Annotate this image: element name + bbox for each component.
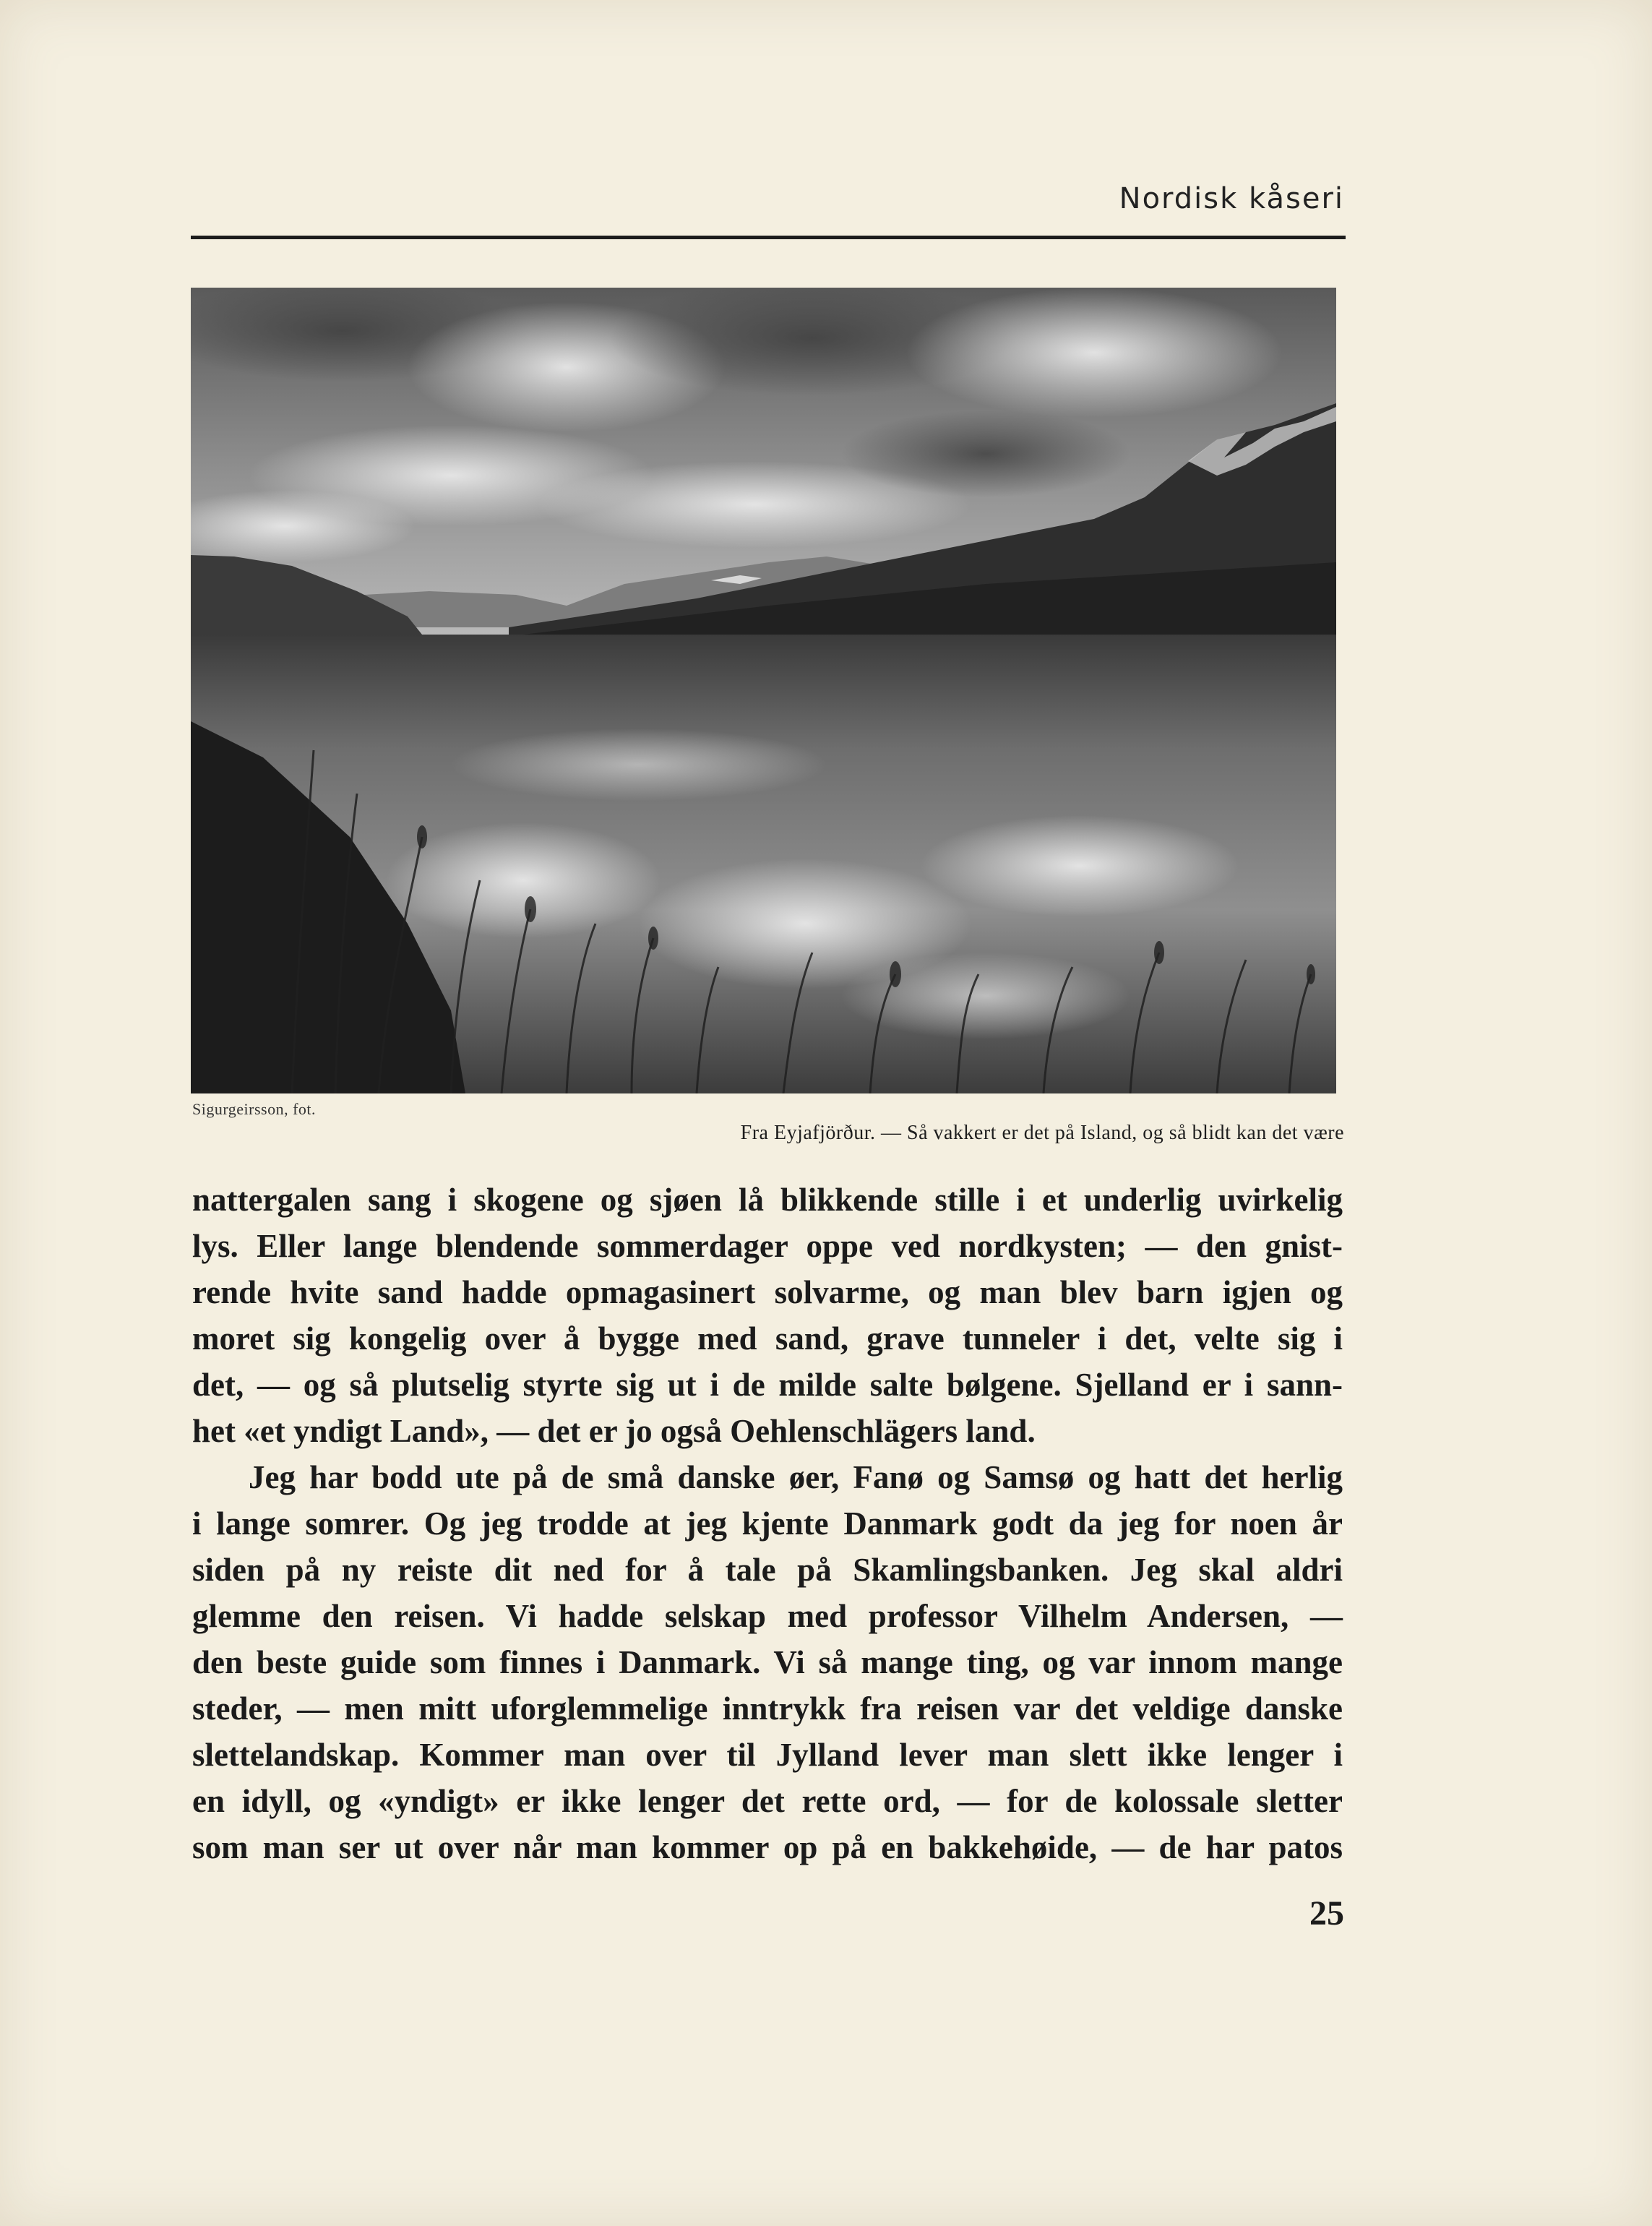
body-text [192, 1177, 1343, 1870]
text-line: en idyll, og «yndigt» er ikke lenger det rette ord, — for de kolossale sletter [192, 1783, 1343, 1819]
text-line: i lange somrer. Og jeg trodde at jeg kjente Danmark godt da jeg for noen år [192, 1505, 1343, 1542]
header-rule [191, 236, 1346, 239]
page-number: 25 [1309, 1894, 1344, 1933]
text-line: het «et yndigt Land», — det er jo også Oehlenschlägers land. [192, 1413, 1036, 1449]
text-line: steder, — men mitt uforglemmelige inntrykk fra reisen var det veldige danske [192, 1690, 1343, 1727]
photo-credit: Sigurgeirsson, fot. [192, 1100, 317, 1118]
text-line: rende hvite sand hadde opmagasinert solvarme, og man blev barn igjen og [192, 1274, 1343, 1310]
text-line: som man ser ut over når man kommer op på en bakkehøide, — de har patos [192, 1829, 1343, 1865]
text-line: nattergalen sang i skogene og sjøen lå blikkende stille i et underlig uvirkelig [192, 1182, 1343, 1218]
text-line: siden på ny reiste dit ned for å tale på Skamlingsbanken. Jeg skal aldri [192, 1552, 1343, 1588]
landscape-photo [191, 288, 1336, 1093]
text-line: den beste guide som finnes i Danmark. Vi så mange ting, og var innom mange [192, 1644, 1343, 1680]
text-line: moret sig kongelig over å bygge med sand, grave tunneler i det, velte sig i [192, 1320, 1343, 1357]
text-line: det, — og så plutselig styrte sig ut i de milde salte bølgene. Sjelland er i sann- [192, 1367, 1343, 1403]
text-line: Jeg har bodd ute på de små danske øer, Fanø og Samsø og hatt det herlig [249, 1459, 1343, 1495]
text-line: slettelandskap. Kommer man over til Jylland lever man slett ikke lenger i [192, 1737, 1343, 1773]
photo-caption: Fra Eyjafjörður. — Så vakkert er det på Island, og så blidt kan det være [740, 1122, 1344, 1144]
text-line: lys. Eller lange blendende sommerdager oppe ved nordkysten; — den gnist- [192, 1228, 1343, 1264]
running-title: Nordisk kåseri [1119, 182, 1344, 215]
text-line: glemme den reisen. Vi hadde selskap med professor Vilhelm Andersen, — [192, 1598, 1343, 1634]
